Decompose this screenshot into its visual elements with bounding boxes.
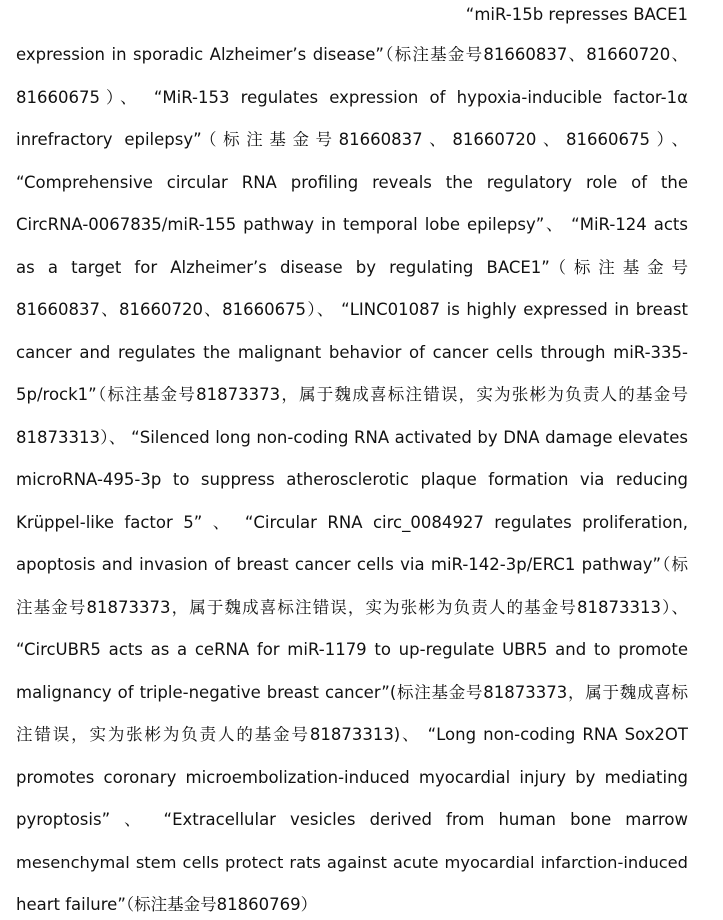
text-line: mesenchymal stem cells protect rats against acute myocardial infarction-induced bbox=[16, 853, 688, 872]
text-line: “Comprehensive circular RNA profiling reveals the regulatory role of the bbox=[16, 173, 688, 192]
text-line: inrefractory epilepsy”（标注基金号81660837、81660720、81660675）、 bbox=[16, 130, 688, 149]
text-line: as a target for Alzheimer’s disease by regulating BACE1”（标注基金号 bbox=[16, 258, 688, 277]
text-line: cancer and regulates the malignant behavior of cancer cells through miR-335- bbox=[16, 343, 688, 362]
text-line: pyroptosis” 、 “Extracellular vesicles derived from human bone marrow bbox=[16, 810, 688, 829]
text-line: promotes coronary microembolization-induced myocardial injury by mediating bbox=[16, 768, 688, 787]
text-line: heart failure”（标注基金号81860769） bbox=[16, 895, 318, 914]
text-line: CircRNA-0067835/miR-155 pathway in temporal lobe epilepsy”、 “MiR-124 acts bbox=[16, 215, 688, 234]
text-line: expression in sporadic Alzheimer’s disease”（标注基金号81660837、81660720、 bbox=[16, 45, 688, 64]
text-line: Krüppel-like factor 5” 、 “Circular RNA circ_0084927 regulates proliferation, bbox=[16, 513, 688, 532]
text-line: microRNA-495-3p to suppress atherosclerotic plaque formation via reducing bbox=[16, 470, 688, 489]
text-line: malignancy of triple-negative breast cancer”(标注基金号81873373，属于魏成喜标 bbox=[16, 683, 688, 702]
text-line: apoptosis and invasion of breast cancer cells via miR-142-3p/ERC1 pathway”（标 bbox=[16, 555, 688, 574]
text-line: “CircUBR5 acts as a ceRNA for miR-1179 to up-regulate UBR5 and to promote bbox=[16, 640, 688, 659]
text-line: 81660837、81660720、81660675）、 “LINC01087 is highly expressed in breast bbox=[16, 300, 688, 319]
text-line: 81660675）、 “MiR-153 regulates expression of hypoxia-inducible factor-1α bbox=[16, 88, 688, 107]
text-line: 81873313）、 “Silenced long non-coding RNA activated by DNA damage elevates bbox=[16, 428, 688, 447]
text-line: 5p/rock1”（标注基金号81873373，属于魏成喜标注错误，实为张彬为负责人的基金号 bbox=[16, 385, 688, 404]
document-page bbox=[16, 0, 688, 914]
text-line: “miR-15b represses BACE1 bbox=[465, 5, 688, 24]
text-line: 注基金号81873373，属于魏成喜标注错误，实为张彬为负责人的基金号81873313）、 bbox=[16, 598, 688, 617]
text-line: 注错误，实为张彬为负责人的基金号81873313)、 “Long non-coding RNA Sox2OT bbox=[16, 725, 688, 744]
